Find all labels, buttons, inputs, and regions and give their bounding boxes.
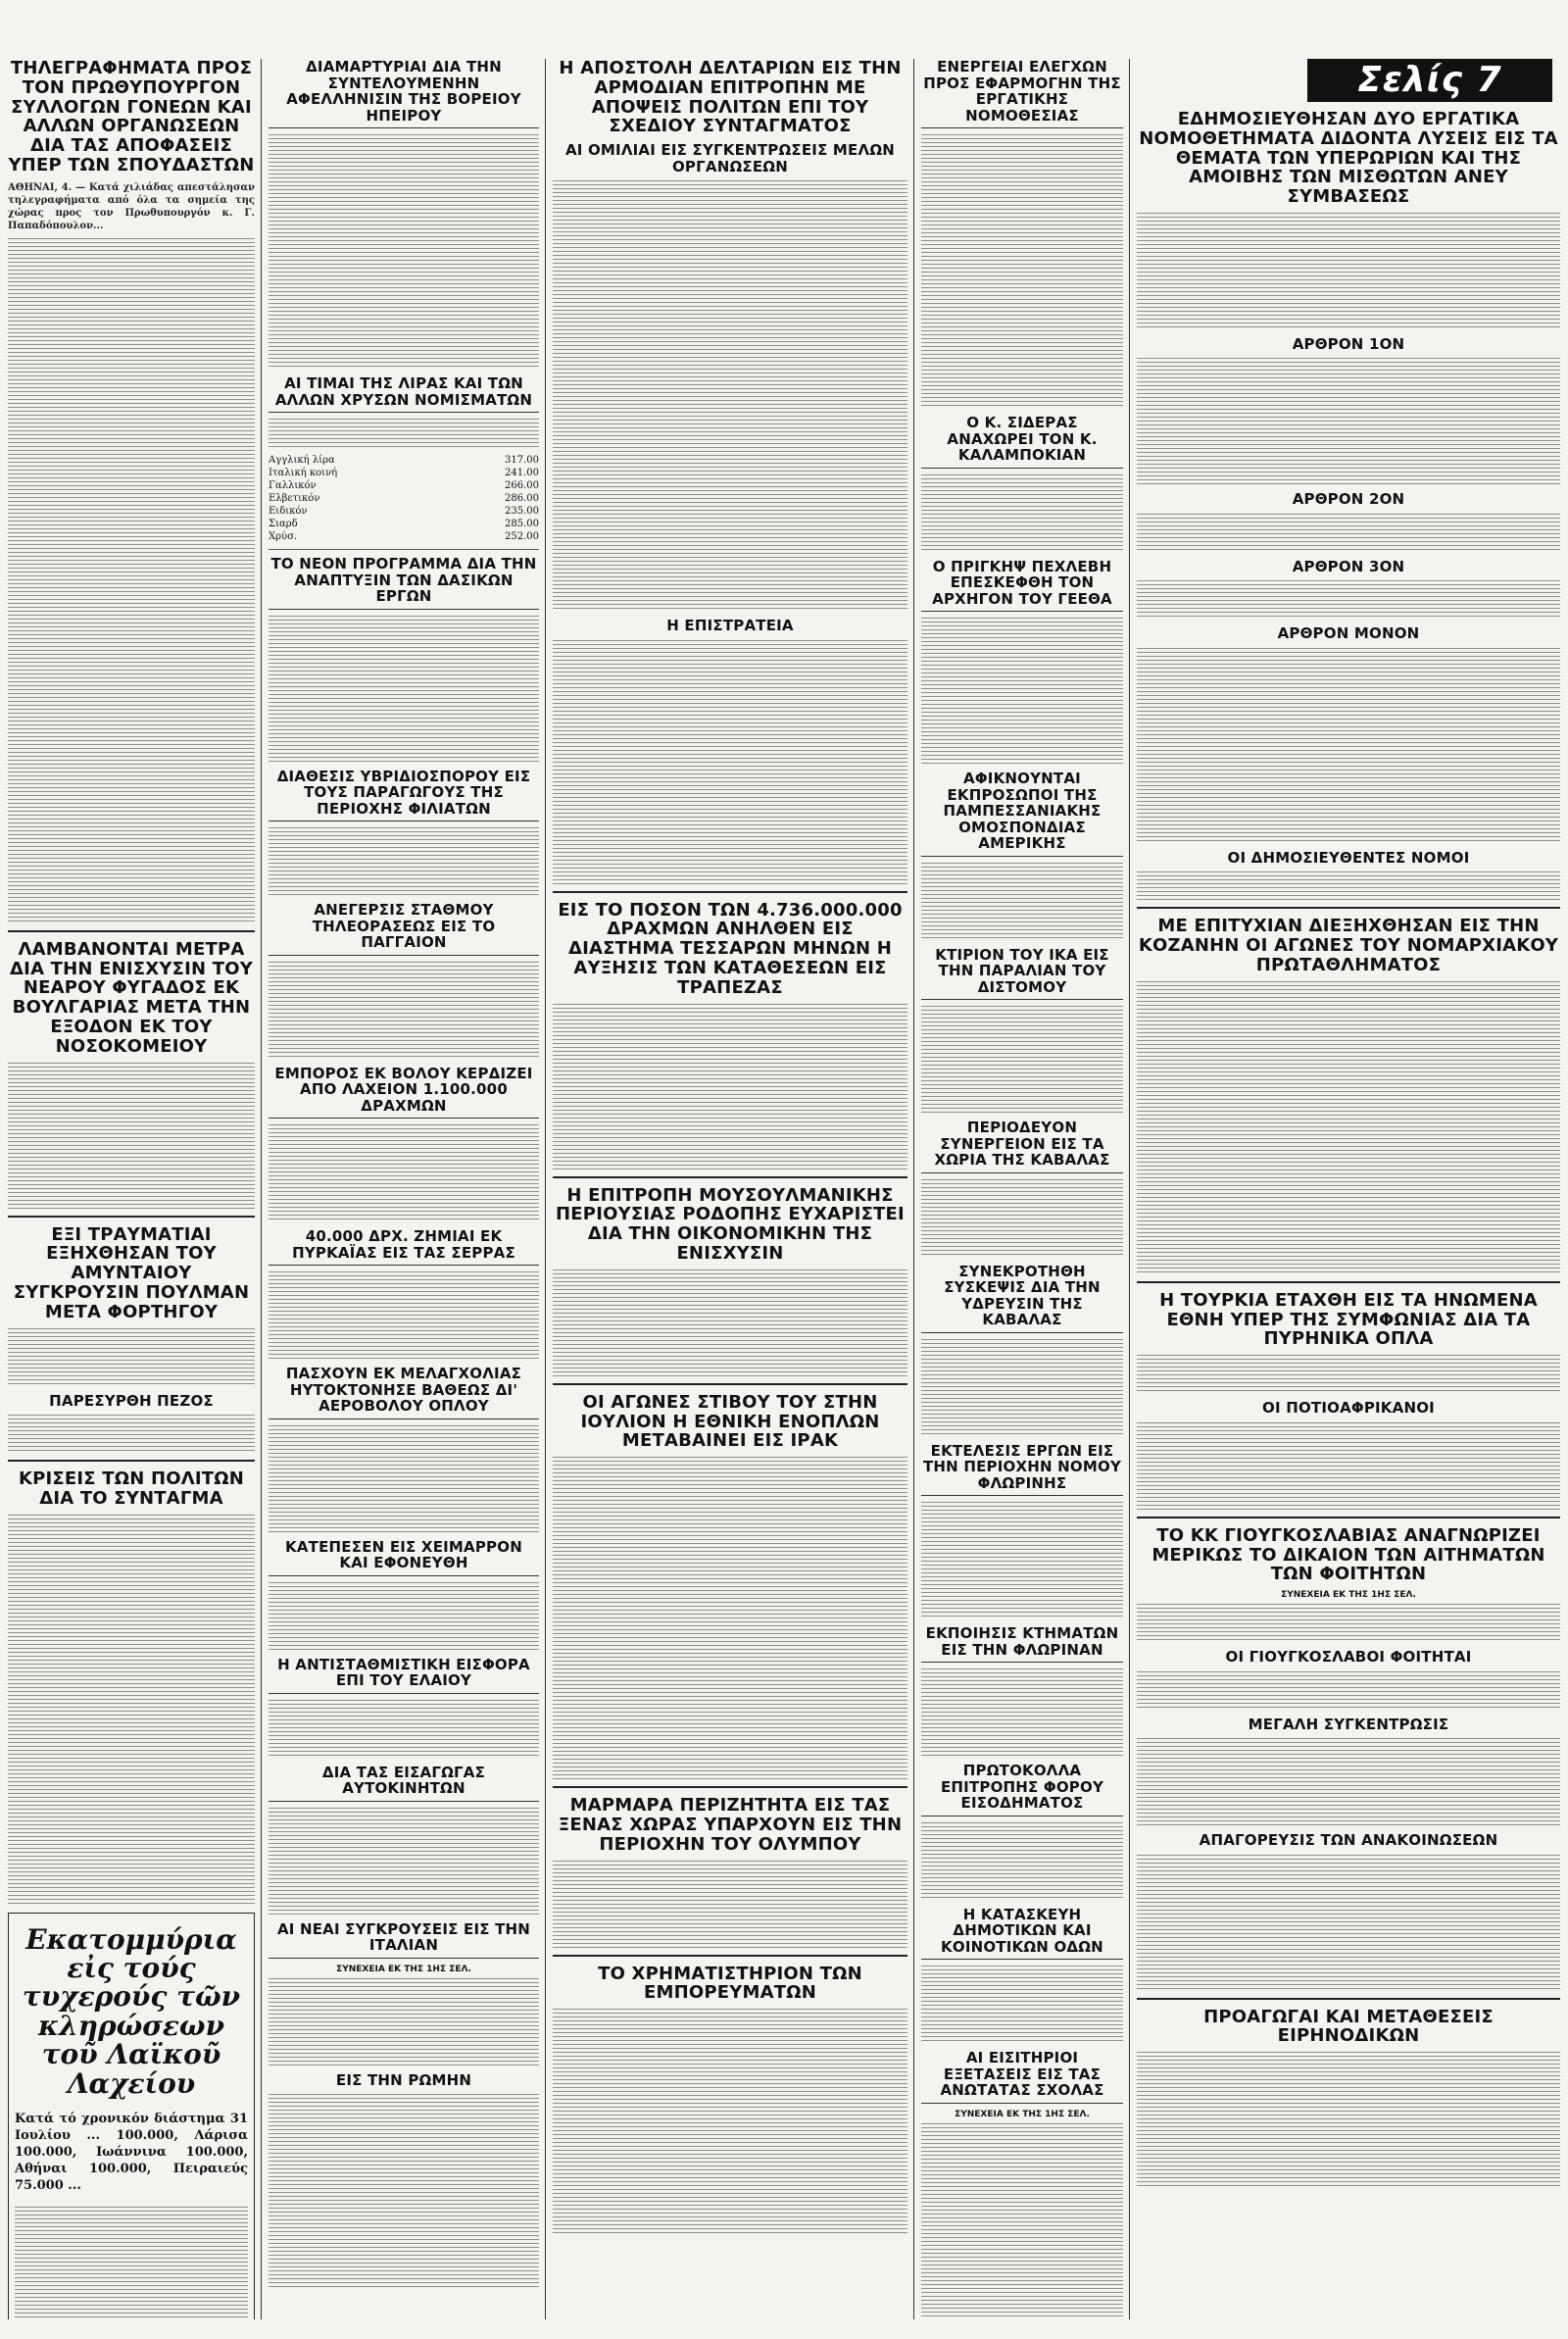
article-body <box>8 1515 255 1907</box>
headline-italy-clashes: ΑΙ ΝΕΑΙ ΣΥΓΚΡΟΥΣΕΙΣ ΕΙΣ ΤΗΝ ΙΤΑΛΙΑΝ <box>269 1921 539 1959</box>
article-body <box>269 827 539 896</box>
price-row: Χρύσ. 252.00 <box>269 531 539 542</box>
divider <box>269 549 539 550</box>
divider <box>553 891 907 893</box>
headline-bulgaria-fugitive: ΛΑΜΒΑΝΟΝΤΑΙ ΜΕΤΡΑ ΔΙΑ ΤΗΝ ΕΝΙΣΧΥΣΙΝ ΤΟΥ ΝΕΑΡΟΥ ΦΥΓΑΔΟΣ ΕΚ ΒΟΥΛΓΑΡΙΑΣ ΜΕΤΑ ΤΗΝ ΕΞΟΔΟΝ ΕΚ ΤΟΥ ΝΟΣΟΚΟΜΕΙΟΥ <box>10 938 253 1057</box>
headline-justices-promotions: ΠΡΟΑΓΩΓΑΙ ΚΑΙ ΜΕΤΑΘΕΣΕΙΣ ΕΙΡΗΝΟΔΙΚΩΝ <box>1203 2006 1494 2047</box>
price-row: Ελβετικόν 286.00 <box>269 493 539 504</box>
article-body <box>921 618 1123 765</box>
headline-bank-deposits: ΕΙΣ ΤΟ ΠΟΣΟΝ ΤΩΝ 4.736.000.000 ΔΡΑΧΜΩΝ ΑΝΗΛΘΕΝ ΕΙΣ ΔΙΑΣΤΗΜΑ ΤΕΣΣΑΡΩΝ ΜΗΝΩΝ Η ΑΥΞΗΣΙΣ ΤΩΝ ΚΑΤΑΘΕΣΕΩΝ ΕΙΣ ΤΡΑΠΕΖΑΣ <box>558 899 903 998</box>
article-body <box>269 419 539 448</box>
headline-torrent: ΚΑΤΕΠΕΣΕΝ ΕΙΣ ΧΕΙΜΑΡΡΟΝ ΚΑΙ ΕΦΟΝΕΥΘΗ <box>269 1539 539 1576</box>
article-body <box>1137 1855 1560 1992</box>
headline-labor-laws: ΕΔΗΜΟΣΙΕΥΘΗΣΑΝ ΔΥΟ ΕΡΓΑΤΙΚΑ ΝΟΜΟΘΕΤΗΜΑΤΑ ΔΙΔΟΝΤΑ ΛΥΣΕΙΣ ΕΙΣ ΤΑ ΘΕΜΑΤΑ ΤΩΝ ΥΠΕΡΩΡΙΩΝ ΚΑΙ ΤΗΣ ΑΜΟΙΒΗΣ ΤΩΝ ΜΙΣΘΩΤΩΝ ΑΝΕΥ ΣΥΜΒΑΣΕΩΣ <box>1139 110 1558 208</box>
column-5 <box>1137 110 1560 2319</box>
divider <box>553 1176 907 1178</box>
headline-prince-pahlavi: Ο ΠΡΙΓΚΗΨ ΠΕΧΛΕΒΗ ΕΠΕΣΚΕΦΘΗ ΤΟΝ ΑΡΧΗΓΟΝ ΤΟΥ ΓΕΕΘΑ <box>921 559 1123 613</box>
subhead: ΕΙΣ ΤΗΝ ΡΩΜΗΝ <box>335 2070 472 2089</box>
continued-label: ΣΥΝΕΧΕΙΑ ΕΚ ΤΗΣ 1ΗΣ ΣΕΛ. <box>336 1964 471 1974</box>
headline-florina-estates: ΕΚΠΟΙΗΣΙΣ ΚΤΗΜΑΤΩΝ ΕΙΣ ΤΗΝ ΦΛΩΡΙΝΑΝ <box>921 1625 1123 1663</box>
article-body <box>1137 981 1560 1275</box>
column-rule <box>261 59 262 2319</box>
subhead: ΑΙ ΟΜΙΛΙΑΙ ΕΙΣ ΣΥΓΚΕΝΤΡΩΣΕΙΣ ΜΕΛΩΝ ΟΡΓΑΝΩΣΕΩΝ <box>564 141 896 175</box>
headline-olympus-marble: ΜΑΡΜΑΡΑ ΠΕΡΙΖΗΤΗΤΑ ΕΙΣ ΤΑΣ ΞΕΝΑΣ ΧΩΡΑΣ ΥΠΑΡΧΟΥΝ ΕΙΣ ΤΗΝ ΠΕΡΙΟΧΗΝ ΤΟΥ ΟΛΥΜΠΟΥ <box>558 1795 903 1855</box>
article-body <box>269 1124 539 1222</box>
continued-label: ΣΥΝΕΧΕΙΑ ΕΚ ΤΗΣ 1ΗΣ ΣΕΛ. <box>955 2109 1090 2119</box>
divider <box>1137 1517 1560 1518</box>
price-row: Ιταλική κοινή 241.00 <box>269 468 539 478</box>
article-body <box>1137 580 1560 620</box>
subhead: ΟΙ ΔΗΜΟΣΙΕΥΘΕΝΤΕΣ ΝΟΜΟΙ <box>1227 848 1470 867</box>
page-number: Σελίς 7 <box>1307 59 1552 102</box>
article-body <box>921 1966 1123 2044</box>
headline-florina-works: ΕΚΤΕΛΕΣΙΣ ΕΡΓΩΝ ΕΙΣ ΤΗΝ ΠΕΡΙΟΧΗΝ ΝΟΜΟΥ ΦΛΩΡΙΝΗΣ <box>921 1443 1123 1497</box>
article-body <box>269 1808 539 1916</box>
article-body <box>269 2094 539 2290</box>
price-row: Σιαρδ 285.00 <box>269 519 539 529</box>
article-body <box>1137 1422 1560 1511</box>
article-body <box>553 1004 907 1170</box>
divider <box>553 1786 907 1788</box>
headline-volos-lottery: ΕΜΠΟΡΟΣ ΕΚ ΒΟΛΟΥ ΚΕΡΔΙΖΕΙ ΑΠΟ ΛΑΧΕΙΟΝ 1.100.000 ΔΡΑΧΜΩΝ <box>269 1066 539 1120</box>
lottery-body: Κατά τό χρονικόν διάστημα 31 Ιουλίου ... 100.000, Λάρισα 100.000, Ιωάννινα 100.000, Αθήναι 100.000, Πειραιεύς 75.000 ... <box>15 2111 248 2193</box>
headline-amyntaio-crash: ΕΞΙ ΤΡΑΥΜΑΤΙΑΙ ΕΞΗΧΘΗΣΑΝ ΤΟΥ ΑΜΥΝΤΑΙΟΥ ΣΥΓΚΡΟΥΣΙΝ ΠΟΥΛΜΑΝ ΜΕΤΑ ΦΟΡΤΗΓΟΥ <box>13 1223 250 1322</box>
headline-kavala-water: ΣΥΝΕΚΡΟΤΗΘΗ ΣΥΣΚΕΨΙΣ ΔΙΑ ΤΗΝ ΥΔΡΕΥΣΙΝ ΤΗΣ ΚΑΒΑΛΑΣ <box>921 1264 1123 1333</box>
article-body <box>1137 2052 1560 2189</box>
headline-north-epirus: ΔΙΑΜΑΡΤΥΡΙΑΙ ΔΙΑ ΤΗΝ ΣΥΝΤΕΛΟΥΜΕΝΗΝ ΑΦΕΛΛΗΝΙΣΙΝ ΤΗΣ ΒΟΡΕΙΟΥ ΗΠΕΙΡΟΥ <box>269 59 539 128</box>
headline-car-imports: ΔΙΑ ΤΑΣ ΕΙΣΑΓΩΓΑΣ ΑΥΤΟΚΙΝΗΤΩΝ <box>269 1765 539 1802</box>
headline-sideras: Ο Κ. ΣΙΔΕΡΑΣ ΑΝΑΧΩΡΕΙ ΤΟΝ Κ. ΚΑΛΑΜΠΟΚΙΑΝ <box>921 415 1123 469</box>
article-body <box>553 180 907 612</box>
article-body <box>1137 1604 1560 1643</box>
headline-athletics-iraq: ΟΙ ΑΓΩΝΕΣ ΣΤΙΒΟΥ ΤΟΥ ΣΤΗΝ ΙΟΥΛΙΟΝ Η ΕΘΝΙΚΗ ΕΝΟΠΛΩΝ ΜΕΤΑΒΑΙΝΕΙ ΕΙΣ ΙΡΑΚ <box>580 1391 880 1452</box>
article-body <box>8 1415 255 1454</box>
headline-income-tax: ΠΡΩΤΟΚΟΛΛΑ ΕΠΙΤΡΟΠΗΣ ΦΟΡΟΥ ΕΙΣΟΔΗΜΑΤΟΣ <box>921 1763 1123 1816</box>
article-body <box>1137 514 1560 553</box>
headline-ika-building: ΚΤΙΡΙΟΝ ΤΟΥ ΙΚΑ ΕΙΣ ΤΗΝ ΠΑΡΑΛΙΑΝ ΤΟΥ ΔΙΣΤΟΜΟΥ <box>921 947 1123 1001</box>
subhead: ΑΠΑΓΟΡΕΥΣΙΣ ΤΩΝ ΑΝΑΚΟΙΝΩΣΕΩΝ <box>1199 1831 1498 1850</box>
divider <box>1137 1281 1560 1283</box>
divider <box>8 930 255 932</box>
headline-muslim-property: Η ΕΠΙΤΡΟΠΗ ΜΟΥΣΟΥΛΜΑΝΙΚΗΣ ΠΕΡΙΟΥΣΙΑΣ ΡΟΔΟΠΗΣ ΕΥΧΑΡΙΣΤΕΙ ΔΙΑ ΤΗΝ ΟΙΚΟΝΟΜΙΚΗΝ ΤΗΣ ΕΝΙΣΧΥΣΙΝ <box>556 1184 905 1265</box>
divider <box>1137 907 1560 909</box>
headline-federation-america: ΑΦΙΚΝΟΥΝΤΑΙ ΕΚΠΡΟΣΩΠΟΙ ΤΗΣ ΠΑΜΠΕΣΣΑΝΙΑΚΗΣ ΟΜΟΣΠΟΝΔΙΑΣ ΑΜΕΡΙΚΗΣ <box>921 771 1123 857</box>
subhead: ΜΕΓΑΛΗ ΣΥΓΚΕΝΤΡΩΣΙΣ <box>1248 1715 1449 1733</box>
article-body <box>553 640 907 885</box>
headline-hybrid-seed: ΔΙΑΘΕΣΙΣ ΥΒΡΙΔΙΟΣΠΟΡΟΥ ΕΙΣ ΤΟΥΣ ΠΑΡΑΓΩΓΟΥΣ ΤΗΣ ΠΕΡΙΟΧΗΣ ΦΙΛΙΑΤΩΝ <box>269 769 539 822</box>
headline-roads: Η ΚΑΤΑΣΚΕΥΗ ΔΗΜΟΤΙΚΩΝ ΚΑΙ ΚΟΙΝΟΤΙΚΩΝ ΟΔΩΝ <box>921 1907 1123 1961</box>
article-body <box>553 1861 907 1949</box>
article-body <box>269 616 539 763</box>
article-body <box>269 1271 539 1360</box>
article-body <box>921 1339 1123 1437</box>
article-body <box>8 1328 255 1387</box>
headline-constitution-cards: Η ΑΠΟΣΤΟΛΗ ΔΕΛΤΑΡΙΩΝ ΕΙΣ ΤΗΝ ΑΡΜΟΔΙΑΝ ΕΠΙΤΡΟΠΗΝ ΜΕ ΑΠΟΨΕΙΣ ΠΟΛΙΤΩΝ ΕΠΙ ΤΟΥ ΣΧΕΔΙΟΥ ΣΥΝΤΑΓΜΑΤΟΣ <box>559 58 902 137</box>
article-body <box>921 1822 1123 1901</box>
article-body <box>1137 213 1560 330</box>
subhead: Η ΕΠΙΣΤΡΑΤΕΙΑ <box>666 617 794 635</box>
column-2 <box>269 59 539 2319</box>
headline-telegrams: ΤΗΛΕΓΡΑΦΗΜΑΤΑ ΠΡΟΣ ΤΟΝ ΠΡΩΘΥΠΟΥΡΓΟΝ ΣΥΛΛΟΓΩΝ ΓΟΝΕΩΝ ΚΑΙ ΑΛΛΩΝ ΟΡΓΑΝΩΣΕΩΝ ΔΙΑ ΤΑΣ ΑΠΟΦΑΣΕΙΣ ΥΠΕΡ ΤΩΝ ΣΠΟΥΔΑΣΤΩΝ <box>8 59 255 175</box>
price-list <box>269 454 539 543</box>
article-body <box>8 1063 255 1210</box>
article-body <box>269 1700 539 1759</box>
article-body <box>269 962 539 1060</box>
center-block <box>553 59 907 2240</box>
headline-olive-oil: Η ΑΝΤΙΣΤΑΘΜΙΣΤΙΚΗ ΕΙΣΦΟΡΑ ΕΠΙ ΤΟΥ ΕΛΑΙΟΥ <box>269 1657 539 1694</box>
column-1 <box>8 59 255 2319</box>
article-body <box>1137 1738 1560 1826</box>
subhead: ΟΙ ΓΙΟΥΓΚΟΣΛΑΒΟΙ ΦΟΙΤΗΤΑΙ <box>1225 1648 1472 1667</box>
article-body <box>553 1269 907 1377</box>
divider <box>8 1216 255 1218</box>
column-rule <box>545 59 546 2319</box>
subhead: ΑΡΘΡΟΝ 3ΟΝ <box>1292 557 1405 575</box>
divider <box>553 1383 907 1385</box>
column-rule <box>1129 59 1130 2319</box>
divider <box>553 1955 907 1957</box>
headline-citizens-constitution: ΚΡΙΣΕΙΣ ΤΩΝ ΠΟΛΙΤΩΝ ΔΙΑ ΤΟ ΣΥΝΤΑΓΜΑ <box>18 1468 245 1509</box>
article-body <box>1137 1671 1560 1711</box>
column-rule <box>913 59 914 2319</box>
divider <box>1137 1998 1560 2000</box>
headline-kavala-villages: ΠΕΡΙΟΔΕΥΟΝ ΣΥΝΕΡΓΕΙΟΝ ΕΙΣ ΤΑ ΧΩΡΙΑ ΤΗΣ ΚΑΒΑΛΑΣ <box>921 1120 1123 1173</box>
article-body <box>269 134 539 370</box>
headline-tv-station: ΑΝΕΓΕΡΣΙΣ ΣΤΑΘΜΟΥ ΤΗΛΕΟΡΑΣΕΩΣ ΕΙΣ ΤΟ ΠΑΓΓΑΙΟΝ <box>269 902 539 956</box>
subhead: ΟΙ ΠΟΤΙΟΑΦΡΙΚΑΝΟΙ <box>1262 1399 1435 1418</box>
headline-kozani-championship: ΜΕ ΕΠΙΤΥΧΙΑΝ ΔΙΕΞΗΧΘΗΣΑΝ ΕΙΣ ΤΗΝ ΚΟΖΑΝΗΝ ΟΙ ΑΓΩΝΕΣ ΤΟΥ ΝΟΜΑΡΧΙΑΚΟΥ ΠΡΩΤΑΘΛΗΜΑΤΟΣ <box>1138 916 1559 976</box>
article-body <box>1137 358 1560 485</box>
article-body <box>921 134 1123 409</box>
headline-gold-prices: ΑΙ ΤΙΜΑΙ ΤΗΣ ΛΙΡΑΣ ΚΑΙ ΤΩΝ ΑΛΛΩΝ ΧΡΥΣΩΝ ΝΟΜΙΣΜΑΤΩΝ <box>269 375 539 413</box>
article-body <box>269 1978 539 2066</box>
continued-label: ΣΥΝΕΧΕΙΑ ΕΚ ΤΗΣ 1ΗΣ ΣΕΛ. <box>1281 1590 1416 1601</box>
divider <box>8 1460 255 1462</box>
article-body <box>8 238 255 924</box>
lottery-title: Εκατομμύρια εἰς τούς τυχερούς τῶν κληρώσεων τοῦ Λαϊκοῦ Λαχείου <box>22 1922 241 2100</box>
article-body <box>269 1425 539 1533</box>
headline-turkey-un: Η ΤΟΥΡΚΙΑ ΕΤΑΧΘΗ ΕΙΣ ΤΑ ΗΝΩΜΕΝΑ ΕΘΝΗ ΥΠΕΡ ΤΗΣ ΣΥΜΦΩΝΙΑΣ ΔΙΑ ΤΑ ΠΥΡΗΝΙΚΑ ΟΠΛΑ <box>1159 1289 1538 1350</box>
subhead: ΑΡΘΡΟΝ 2ΟΝ <box>1292 490 1405 509</box>
subhead: ΑΡΘΡΟΝ 1ΟΝ <box>1292 334 1405 353</box>
article-body <box>921 1502 1123 1619</box>
article-body <box>921 863 1123 941</box>
article-lead: ΑΘΗΝΑΙ, 4. — Κατά χιλιάδας απεστάλησαν τηλεγραφήματα από όλα τα σημεία της χώρας προς τον Πρωθυπουργόν κ. Γ. Παπαδόπουλον... <box>8 181 255 231</box>
article-body <box>921 2123 1123 2319</box>
article-body <box>1137 1355 1560 1394</box>
article-body <box>921 474 1123 553</box>
headline-forest-works: ΤΟ ΝΕΟΝ ΠΡΟΓΡΑΜΜΑ ΔΙΑ ΤΗΝ ΑΝΑΠΤΥΞΙΝ ΤΩΝ ΔΑΣΙΚΩΝ ΕΡΓΩΝ <box>269 556 539 610</box>
price-row: Αγγλική λίρα 317.00 <box>269 455 539 466</box>
subhead: ΑΡΘΡΟΝ ΜΟΝΟΝ <box>1277 624 1420 643</box>
lottery-list <box>15 2207 248 2319</box>
article-body <box>553 1457 907 1780</box>
headline-yugoslav-students: ΤΟ ΚΚ ΓΙΟΥΓΚΟΣΛΑΒΙΑΣ ΑΝΑΓΝΩΡΙΖΕΙ ΜΕΡΙΚΩΣ ΤΟ ΔΙΚΑΙΟΝ ΤΩΝ ΑΙΤΗΜΑΤΩΝ ΤΩΝ ΦΟΙΤΗΤΩΝ <box>1152 1524 1545 1585</box>
headline-melancholy: ΠΑΣΧΟΥΝ ΕΚ ΜΕΛΑΓΧΟΛΙΑΣ ΗΥΤΟΚΤΟΝΗΣΕ ΒΑΘΕΩΣ ΔΙ' ΑΕΡΟΒΟΛΟΥ ΟΠΛΟΥ <box>269 1366 539 1419</box>
price-row: Ειδικόν 235.00 <box>269 506 539 517</box>
headline-commodity-exchange: ΤΟ ΧΡΗΜΑΤΙΣΤΗΡΙΟΝ ΤΩΝ ΕΜΠΟΡΕΥΜΑΤΩΝ <box>598 1963 862 2004</box>
article-body <box>269 1582 539 1651</box>
lottery-box <box>8 1913 255 2319</box>
headline-labor-inspection: ΕΝΕΡΓΕΙΑΙ ΕΛΕΓΧΩΝ ΠΡΟΣ ΕΦΑΡΜΟΓΗΝ ΤΗΣ ΕΡΓΑΤΙΚΗΣ ΝΟΜΟΘΕΣΙΑΣ <box>921 59 1123 128</box>
headline-entrance-exams: ΑΙ ΕΙΣΙΤΗΡΙΟΙ ΕΞΕΤΑΣΕΙΣ ΕΙΣ ΤΑΣ ΑΝΩΤΑΤΑΣ ΣΧΟΛΑΣ <box>921 2050 1123 2104</box>
column-4 <box>921 59 1123 2319</box>
article-body <box>921 1179 1123 1258</box>
headline-serres-fire: 40.000 ΔΡΧ. ΖΗΜΙΑΙ ΕΚ ΠΥΡΚΑΪΑΣ ΕΙΣ ΤΑΣ ΣΕΡΡΑΣ <box>269 1228 539 1266</box>
article-body <box>553 2009 907 2234</box>
article-body <box>1137 648 1560 844</box>
article-body <box>921 1668 1123 1757</box>
subhead: ΠΑΡΕΣΥΡΘΗ ΠΕΖΟΣ <box>49 1391 214 1410</box>
price-row: Γαλλικόν 266.00 <box>269 480 539 491</box>
article-body <box>921 1006 1123 1114</box>
article-body <box>1137 871 1560 901</box>
